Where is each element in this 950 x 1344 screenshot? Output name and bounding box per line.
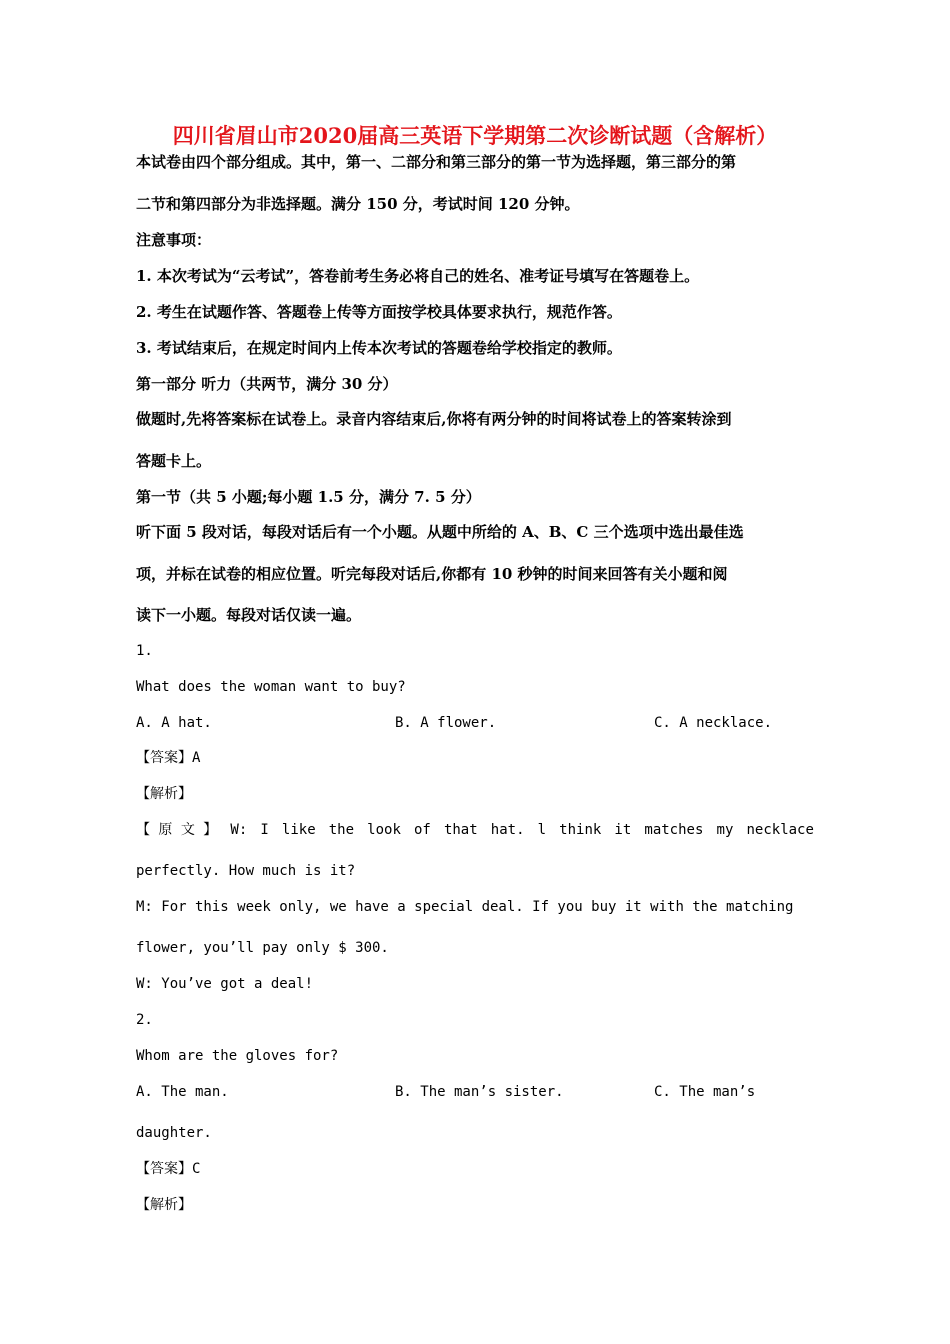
section1-instruction-line-1: 听下面 5 段对话，每段对话后有一个小题。从题中所给的 A、B、C 三个选项中选出最佳选 (136, 523, 744, 541)
q1-option-c: C. A necklace. (654, 715, 773, 731)
q2-option-b: B. The man’s sister. (395, 1084, 564, 1100)
q2-answer: 【答案】C (136, 1161, 201, 1177)
part1-heading: 第一部分 听力（共两节，满分 30 分） (136, 375, 398, 393)
intro-line-2: 二节和第四部分为非选择题。满分 150 分，考试时间 120 分钟。 (136, 195, 580, 213)
q2-question: Whom are the gloves for? (136, 1048, 339, 1064)
note-item-3: 3. 考试结束后，在规定时间内上传本次考试的答题卷给学校指定的教师。 (136, 339, 622, 357)
q1-question: What does the woman want to buy? (136, 679, 406, 695)
q1-answer: 【答案】A (136, 750, 201, 766)
section1-heading: 第一节（共 5 小题;每小题 1.5 分，满分 7. 5 分） (136, 488, 481, 506)
note-item-1: 1. 本次考试为“云考试”，答卷前考生务必将自己的姓名、准考证号填写在答题卷上。 (136, 267, 700, 285)
document-title: 四川省眉山市2020届高三英语下学期第二次诊断试题（含解析） (172, 123, 778, 148)
q1-option-b: B. A flower. (395, 715, 497, 731)
notes-heading: 注意事项： (136, 231, 212, 249)
transcript-word: the (328, 822, 355, 838)
part1-instruction-line-2: 答题卡上。 (136, 452, 212, 470)
transcript-word: I (260, 822, 269, 838)
q2-analysis: 【解析】 (136, 1197, 192, 1213)
transcript-word: think (559, 822, 602, 838)
transcript-label: 【 原 文 】 (136, 822, 218, 838)
transcript-word: like (281, 822, 316, 838)
q2-option-a: A. The man. (136, 1084, 229, 1100)
q1-analysis: 【解析】 (136, 786, 192, 802)
transcript-word: W: (230, 822, 248, 838)
transcript-word: it (614, 822, 632, 838)
q1-number: 1. (136, 643, 153, 659)
q2-option-c: C. The man’s (654, 1084, 756, 1100)
transcript-word: l (537, 822, 547, 838)
q1-w-line: W: You’ve got a deal! (136, 976, 314, 992)
q2-number: 2. (136, 1012, 153, 1028)
q2-option-c-continued: daughter. (136, 1125, 212, 1141)
transcript-word: necklace (746, 822, 814, 838)
section1-instruction-line-3: 读下一小题。每段对话仅读一遍。 (136, 606, 362, 624)
part1-instruction-line-1: 做题时,先将答案标在试卷上。录音内容结束后,你将有两分钟的时间将试卷上的答案转涂到 (136, 410, 732, 428)
q1-transcript-line-1 (136, 820, 814, 840)
transcript-word: look (367, 822, 401, 838)
q1-option-a: A. A hat. (136, 715, 212, 731)
note-item-2: 2. 考生在试题作答、答题卷上传等方面按学校具体要求执行，规范作答。 (136, 303, 622, 321)
q1-transcript-line-2: perfectly. How much is it? (136, 863, 356, 879)
section1-instruction-line-2: 项，并标在试卷的相应位置。听完每段对话后,你都有 10 秒钟的时间来回答有关小题和阅 (136, 565, 728, 583)
transcript-word: of (413, 822, 431, 838)
transcript-word: matches (644, 822, 704, 838)
q1-m-line-2: flower, you’ll pay only $ 300. (136, 940, 389, 956)
transcript-word: my (716, 822, 734, 838)
q1-m-line-1: M: For this week only, we have a special deal. If you buy it with the matching (136, 899, 794, 915)
intro-line-1: 本试卷由四个部分组成。其中，第一、二部分和第三部分的第一节为选择题，第三部分的第 (136, 153, 737, 171)
transcript-word: hat. (490, 822, 525, 838)
transcript-word: that (443, 822, 478, 838)
